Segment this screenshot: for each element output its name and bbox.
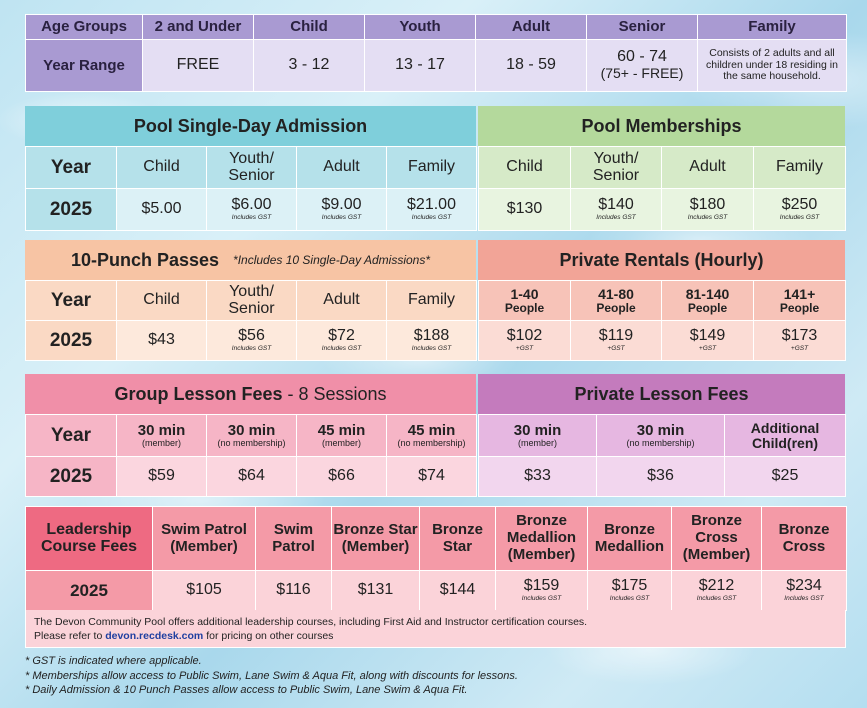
price: $159 <box>523 577 560 595</box>
column-header: Youth/ Senior <box>571 147 662 189</box>
year-value: 2025 <box>26 571 153 611</box>
price: $74 <box>387 457 477 497</box>
price: $56 <box>238 327 265 345</box>
section-title-suffix: - 8 Sessions <box>287 383 387 404</box>
column-header <box>479 281 571 321</box>
price-cell <box>496 571 588 611</box>
price-cell <box>387 189 477 231</box>
column-header: Adult <box>297 281 387 321</box>
age-group-name: Senior <box>587 15 698 40</box>
column-header: Additional Child(ren) <box>725 415 846 457</box>
gst-note: Includes GST <box>411 344 452 352</box>
people-range: 81-140 <box>685 285 730 302</box>
age-range-note: (75+ - FREE) <box>600 64 684 81</box>
duration: 45 min <box>407 421 456 439</box>
gst-note: +GST <box>790 344 809 352</box>
leadership-note-line: The Devon Community Pool offers additional leadership courses, including First Aid and Instructor certification courses. <box>34 616 588 628</box>
duration: 45 min <box>317 421 366 439</box>
age-range: 3 - 12 <box>254 40 365 92</box>
section-title: Pool Single-Day Admission <box>25 106 476 146</box>
duration: 30 min <box>513 421 562 439</box>
price: $33 <box>479 457 597 497</box>
price-cell <box>297 189 387 231</box>
people-label: People <box>687 300 728 315</box>
price-cell <box>588 571 672 611</box>
price-cell <box>672 571 762 611</box>
column-header: Bronze Cross <box>762 507 847 571</box>
leadership-note-line2 <box>34 629 837 643</box>
price: $234 <box>786 577 822 595</box>
price-cell <box>662 321 754 361</box>
age-range: 18 - 59 <box>476 40 587 92</box>
column-header <box>387 415 477 457</box>
price: $119 <box>598 327 634 345</box>
column-header: Child <box>117 147 207 189</box>
price-cell <box>754 189 846 231</box>
price: $72 <box>328 327 355 345</box>
year-range-label: Year Range <box>26 40 143 92</box>
age-groups-table <box>25 14 847 92</box>
column-header: Bronze Star <box>420 507 496 571</box>
price-cell <box>571 321 662 361</box>
column-header <box>479 415 597 457</box>
column-header: Child <box>479 147 571 189</box>
people-label: People <box>779 300 820 315</box>
column-header: Child <box>117 281 207 321</box>
column-header <box>662 281 754 321</box>
note-suffix: for pricing on other courses <box>206 630 334 643</box>
pool-memberships-section <box>478 106 845 231</box>
duration: 30 min <box>636 421 685 439</box>
membership-note: (no membership) <box>217 437 286 448</box>
people-range: 41-80 <box>598 285 634 302</box>
leadership-fees-table <box>25 506 847 611</box>
column-header: Family <box>387 281 477 321</box>
gst-note: Includes GST <box>687 213 728 221</box>
gst-note: Includes GST <box>784 594 824 602</box>
column-header: Family <box>387 147 477 189</box>
section-title: Private Rentals (Hourly) <box>478 240 845 280</box>
price: $102 <box>506 327 543 345</box>
price: $212 <box>698 577 735 595</box>
year-value: 2025 <box>26 457 117 497</box>
column-header <box>207 415 297 457</box>
age-group-name: Child <box>254 15 365 40</box>
membership-note: (no membership) <box>397 437 466 448</box>
column-header <box>754 281 846 321</box>
section-title-bar <box>25 374 476 414</box>
age-range-senior <box>587 40 698 92</box>
gst-note: Includes GST <box>321 213 362 221</box>
price: $36 <box>597 457 725 497</box>
membership-note: (member) <box>321 437 361 448</box>
duration: 30 min <box>227 421 276 439</box>
year-label: Year <box>26 147 117 189</box>
year-value: 2025 <box>26 189 117 231</box>
gst-note: Includes GST <box>231 344 272 352</box>
column-header: Adult <box>297 147 387 189</box>
column-header <box>597 415 725 457</box>
gst-note: +GST <box>515 344 534 352</box>
section-title: Private Lesson Fees <box>478 374 845 414</box>
leadership-title: Leadership Course Fees <box>26 507 153 571</box>
membership-note: (member) <box>141 437 181 448</box>
pool-single-day-section <box>25 106 476 231</box>
price: $59 <box>117 457 207 497</box>
price-cell <box>762 571 847 611</box>
age-group-name: Family <box>698 15 847 40</box>
people-label: People <box>504 300 545 315</box>
footnote: * Daily Admission & 10 Punch Passes allow access to Public Swim, Lane Swim & Aqua Fit. <box>25 684 468 697</box>
column-header <box>297 415 387 457</box>
duration: 30 min <box>137 421 186 439</box>
price: $188 <box>413 327 450 345</box>
price: $66 <box>297 457 387 497</box>
gst-note: Includes GST <box>596 213 636 221</box>
section-title: 10-Punch Passes <box>70 249 220 270</box>
gst-note: +GST <box>607 344 625 352</box>
price-cell <box>207 189 297 231</box>
column-header: Swim Patrol (Member) <box>153 507 256 571</box>
column-header <box>117 415 207 457</box>
year-label: Year <box>26 415 117 457</box>
price-cell <box>387 321 477 361</box>
punch-passes-section <box>25 240 476 361</box>
age-range: 60 - 74 <box>617 47 667 65</box>
gst-note: Includes GST <box>411 213 452 221</box>
price: $131 <box>332 571 420 611</box>
note-prefix: Please refer to <box>34 630 103 643</box>
age-group-name: 2 and Under <box>143 15 254 40</box>
price: $64 <box>207 457 297 497</box>
price: $21.00 <box>407 196 456 214</box>
gst-note: Includes GST <box>696 594 737 602</box>
column-header: Adult <box>662 147 754 189</box>
gst-note: Includes GST <box>321 344 362 352</box>
price-cell <box>662 189 754 231</box>
private-lessons-section <box>478 374 845 497</box>
section-title: Pool Memberships <box>478 106 845 146</box>
column-header: Youth/ Senior <box>207 147 297 189</box>
price: $5.00 <box>117 189 207 231</box>
price: $144 <box>420 571 496 611</box>
price: $6.00 <box>231 196 272 214</box>
price: $173 <box>781 327 818 345</box>
price: $250 <box>781 196 818 214</box>
leadership-note <box>25 610 846 648</box>
recdesk-link[interactable]: devon.recdesk.com <box>105 630 204 643</box>
membership-note: (member) <box>517 437 557 448</box>
column-header: Bronze Star (Member) <box>332 507 420 571</box>
year-label: Year <box>26 281 117 321</box>
section-note: *Includes 10 Single-Day Admissions* <box>233 253 431 267</box>
price-cell <box>571 189 662 231</box>
footnote: * GST is indicated where applicable. <box>25 655 202 667</box>
price: $180 <box>689 196 726 214</box>
membership-note: (no membership) <box>626 437 695 448</box>
age-group-name: Adult <box>476 15 587 40</box>
column-header: Bronze Medallion (Member) <box>496 507 588 571</box>
group-lessons-section <box>25 374 476 497</box>
column-header <box>571 281 662 321</box>
section-title: Group Lesson Fees <box>114 383 283 404</box>
people-range: 141+ <box>783 285 816 302</box>
price: $140 <box>598 196 634 214</box>
people-label: People <box>596 300 636 315</box>
price: $116 <box>256 571 332 611</box>
price: $9.00 <box>321 196 362 214</box>
price: $175 <box>611 577 648 595</box>
age-range: 13 - 17 <box>365 40 476 92</box>
section-title-bar <box>25 240 476 280</box>
price: $105 <box>153 571 256 611</box>
price-cell <box>754 321 846 361</box>
price: $25 <box>725 457 846 497</box>
gst-note: Includes GST <box>231 213 272 221</box>
column-header: Swim Patrol <box>256 507 332 571</box>
price: $130 <box>479 189 571 231</box>
column-header: Family <box>754 147 846 189</box>
price: $149 <box>689 327 726 345</box>
gst-note: Includes GST <box>609 594 650 602</box>
age-range: FREE <box>143 40 254 92</box>
gst-note: Includes GST <box>521 594 562 602</box>
price-cell <box>207 321 297 361</box>
column-header: Bronze Medallion <box>588 507 672 571</box>
private-rentals-section <box>478 240 845 361</box>
age-range-family: Consists of 2 adults and all children under 18 residing in the same household. <box>698 40 847 92</box>
people-range: 1-40 <box>510 285 539 302</box>
column-header: Bronze Cross (Member) <box>672 507 762 571</box>
price: $43 <box>117 321 207 361</box>
year-value: 2025 <box>26 321 117 361</box>
footnote: * Memberships allow access to Public Swim, Lane Swim & Aqua Fit, along with discounts for lessons. <box>25 669 518 682</box>
gst-note: Includes GST <box>779 213 820 221</box>
footnotes <box>25 654 518 698</box>
price-cell <box>297 321 387 361</box>
column-header: Youth/ Senior <box>207 281 297 321</box>
gst-note: +GST <box>698 344 717 352</box>
age-group-name: Youth <box>365 15 476 40</box>
price-cell <box>479 321 571 361</box>
age-groups-header: Age Groups <box>26 15 143 40</box>
